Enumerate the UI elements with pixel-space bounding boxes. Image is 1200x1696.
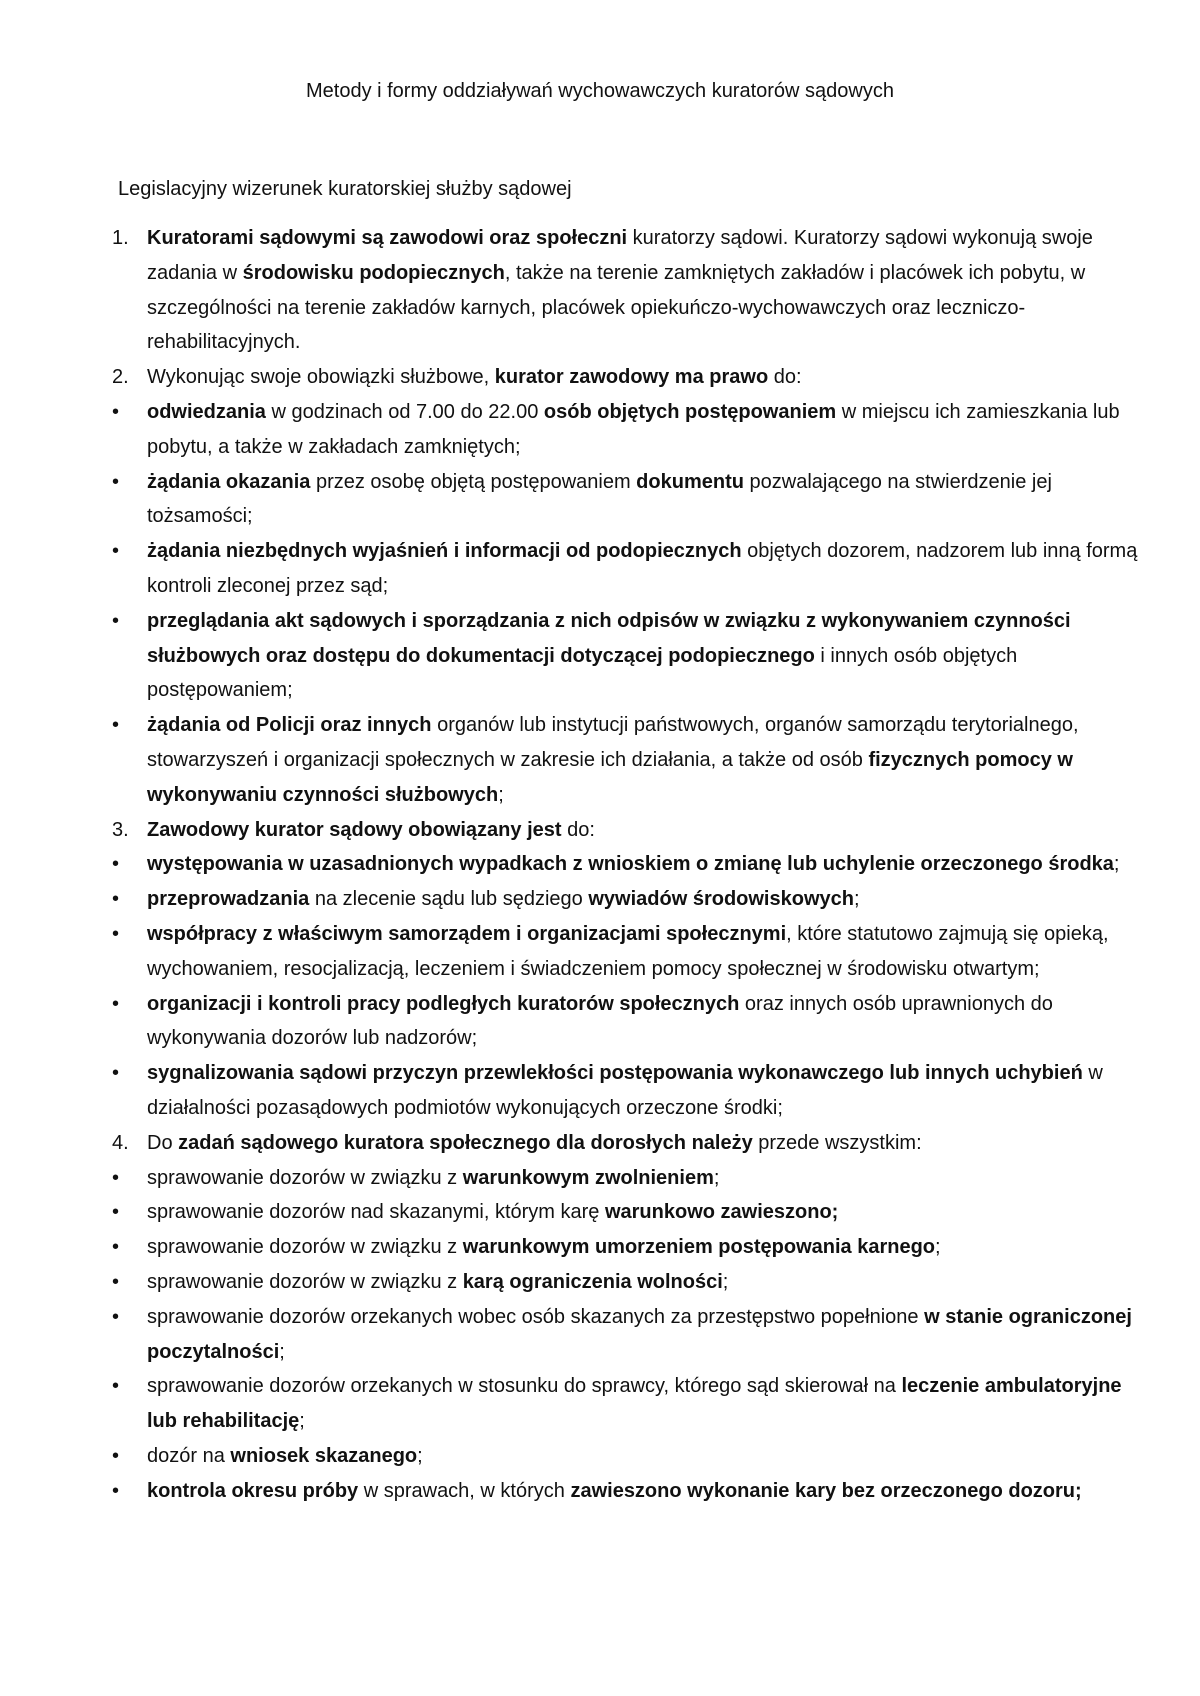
bullet-list-item (0, 1439, 1200, 1474)
list-item-text (147, 853, 1119, 875)
bold-text: karą ograniczenia wolności (462, 1270, 723, 1293)
bold-text: fizycznych pomocy w wykonywaniu czynności służbowych (147, 748, 1073, 806)
text-run: Wykonując swoje obowiązki służbowe, (147, 366, 495, 389)
document-content (0, 221, 1200, 1508)
list-item-text (147, 1271, 728, 1293)
list-item-text (147, 1236, 941, 1258)
text-run: organów lub instytucji państwowych, organów samorządu terytorialnego, stowarzyszeń i organizacji społecznych w zakresie ich działania, a także od osób (147, 714, 1079, 771)
bold-text: leczenie ambulatoryjne lub rehabilitację (147, 1375, 1122, 1433)
bold-text: przeprowadzania (147, 888, 310, 911)
text-run: , które statutowo zajmują się opieką, wychowaniem, resocjalizacją, leczeniem i świadczeniem pomocy społecznej w środowisku otwartym; (147, 922, 1109, 980)
list-item-text (147, 888, 860, 910)
bold-text: żądania od Policji oraz innych (147, 714, 432, 737)
list-item-text (147, 923, 1109, 980)
text-run: do: (561, 818, 595, 841)
bold-text: sygnalizowania sądowi przyczyn przewlekłości postępowania wykonawczego lub innych uchybień (147, 1062, 1083, 1085)
text-run: kuratorzy sądowi. Kuratorzy sądowi wykonują swoje zadania w (147, 227, 1093, 284)
bullet-list-item (0, 1369, 1200, 1439)
text-run: na zlecenie sądu lub sędziego (309, 888, 589, 911)
bullet-marker: • (112, 1270, 120, 1293)
bold-text: odwiedzania (147, 400, 266, 423)
bold-text: w stanie ograniczonej poczytalności (147, 1305, 1132, 1363)
bold-text: kurator zawodowy ma prawo (494, 366, 769, 389)
bullet-list-item (0, 847, 1200, 882)
text-run: Do (147, 1131, 179, 1154)
list-number: 1. (112, 227, 129, 249)
text-run: ; (935, 1236, 941, 1259)
section-heading: Legislacyjny wizerunek kuratorskiej służby sądowej (118, 178, 572, 200)
text-run: ; (713, 1166, 720, 1189)
list-item-text (147, 1480, 1082, 1502)
bullet-list-item (0, 1230, 1200, 1265)
text-run: i innych osób objętych postępowaniem; (147, 644, 1018, 702)
text-run: w działalności pozasądowych podmiotów wykonujących orzeczone środki; (147, 1062, 1103, 1119)
bullet-list-item (0, 987, 1200, 1057)
bullet-list-item (0, 708, 1200, 812)
bold-text: Zawodowy kurator sądowy obowiązany jest (147, 818, 562, 841)
bold-text: dokumentu (636, 470, 744, 493)
bullet-marker: • (112, 400, 120, 423)
list-item-text (147, 1306, 1132, 1363)
text-run: objętych dozorem, nadzorem lub inną formą kontroli zleconej przez sąd; (147, 540, 1138, 597)
bold-text: osób objętych postępowaniem (543, 400, 837, 423)
text-run: sprawowanie dozorów orzekanych w stosunku do sprawcy, którego sąd skierował na (147, 1375, 902, 1398)
numbered-list-item (0, 1126, 1200, 1161)
numbered-list-item (0, 360, 1200, 395)
bullet-list-item (0, 1195, 1200, 1230)
text-run: przede wszystkim: (752, 1131, 922, 1154)
text-run: ; (498, 783, 504, 806)
bullet-list-item (0, 1265, 1200, 1300)
text-run: ; (417, 1444, 423, 1467)
list-item-text (147, 1062, 1103, 1119)
bullet-marker: • (112, 1375, 120, 1398)
text-run: sprawowanie dozorów w związku z (147, 1270, 463, 1293)
bold-text: żądania okazania (147, 470, 311, 493)
text-run: , także na terenie zamkniętych zakładów i placówek ich pobytu, w szczególności na terenie zakładów karnych, placówek opiekuńczo-wychowawczych oraz leczniczo-rehabilitacyjnych. (147, 261, 1086, 354)
bullet-marker: • (112, 1444, 120, 1467)
list-item-text (147, 1445, 423, 1467)
bullet-marker: • (112, 922, 120, 945)
bullet-marker: • (112, 609, 120, 632)
text-run: w miejscu ich zamieszkania lub pobytu, a także w zakładach zamkniętych; (147, 400, 1120, 458)
bold-text: wniosek skazanego (230, 1444, 418, 1467)
bullet-list-item (0, 1474, 1200, 1509)
bullet-list-item (0, 395, 1200, 465)
bullet-list-item (0, 534, 1200, 604)
text-run: ; (299, 1410, 305, 1433)
bullet-list-item (0, 1161, 1200, 1196)
bold-text: zadań sądowego kuratora społecznego dla dorosłych należy (178, 1131, 753, 1154)
text-run: przez osobę objętą postępowaniem (310, 470, 637, 493)
bullet-list-item (0, 917, 1200, 987)
bold-text: Kuratorami sądowymi są zawodowi oraz społeczni (147, 227, 628, 249)
bullet-marker: • (112, 1305, 120, 1328)
bullet-list-item (0, 604, 1200, 708)
bullet-marker: • (112, 1062, 120, 1085)
bold-text: warunkowym zwolnieniem (462, 1166, 714, 1189)
bullet-marker: • (112, 540, 120, 563)
text-run: sprawowanie dozorów w związku z (147, 1236, 463, 1259)
bullet-list-item (0, 1056, 1200, 1126)
list-item-text (147, 1375, 1122, 1432)
bullet-marker: • (112, 1479, 120, 1502)
list-item-text (147, 366, 802, 388)
bullet-marker: • (112, 1236, 120, 1259)
bullet-list-item (0, 465, 1200, 535)
bullet-marker: • (112, 992, 120, 1015)
list-number: 2. (112, 366, 129, 389)
list-number: 4. (112, 1131, 129, 1154)
list-item-text (147, 993, 1053, 1050)
bold-text: współpracy z właściwym samorządem i organizacjami społecznymi (147, 922, 787, 945)
bold-text: wywiadów środowiskowych (588, 888, 854, 911)
list-item-text (147, 227, 1093, 353)
text-run: ; (853, 888, 860, 911)
bullet-marker: • (112, 714, 120, 737)
bold-text: warunkowym umorzeniem postępowania karnego (462, 1236, 936, 1259)
bold-text: przeglądania akt sądowych i sporządzania z nich odpisów w związku z wykonywaniem czynności służbowych oraz dostępu do dokumentacji dotyczącej podopiecznego (147, 609, 1071, 667)
bullet-marker: • (112, 470, 120, 493)
list-item-text (147, 401, 1120, 458)
text-run: do: (768, 366, 802, 389)
list-item-text (147, 610, 1071, 702)
list-number: 3. (112, 818, 129, 841)
text-run: sprawowanie dozorów w związku z (147, 1166, 463, 1189)
bold-text: warunkowo zawieszono; (604, 1201, 839, 1224)
list-item-text (147, 1167, 719, 1189)
list-item-text (147, 471, 1052, 528)
bold-text: środowisku podopiecznych (242, 261, 505, 284)
bullet-marker: • (112, 1201, 120, 1224)
text-run: dozór na (147, 1444, 231, 1467)
list-item-text (147, 1132, 922, 1154)
text-run: ; (279, 1340, 285, 1363)
bullet-marker: • (112, 1166, 120, 1189)
text-run: ; (1113, 853, 1120, 876)
text-run: w godzinach od 7.00 do 22.00 (265, 400, 544, 423)
list-item-text (147, 540, 1137, 597)
bullet-list-item (0, 882, 1200, 917)
bullet-marker: • (112, 853, 120, 876)
bold-text: żądania niezbędnych wyjaśnień i informacji od podopiecznych (147, 540, 742, 563)
bullet-marker: • (112, 888, 120, 911)
bold-text: występowania w uzasadnionych wypadkach z wnioskiem o zmianę lub uchylenie orzeczonego środka (147, 853, 1114, 876)
text-run: sprawowanie dozorów orzekanych wobec osób skazanych za przestępstwo popełnione (147, 1305, 925, 1328)
text-run: w sprawach, w których (358, 1479, 571, 1502)
bold-text: organizacji i kontroli pracy podległych kuratorów społecznych (147, 992, 740, 1015)
list-item-text (147, 1201, 838, 1223)
numbered-list-item (0, 813, 1200, 848)
bullet-list-item (0, 1300, 1200, 1370)
list-item-text (147, 819, 595, 841)
numbered-list-item (0, 221, 1200, 360)
text-run: oraz innych osób uprawnionych do wykonywania dozorów lub nadzorów; (147, 992, 1053, 1050)
text-run: ; (722, 1270, 729, 1293)
list-item-text (147, 714, 1079, 806)
text-run: pozwalającego na stwierdzenie jej tożsamości; (147, 470, 1052, 528)
bold-text: zawieszono wykonanie kary bez orzeczonego dozoru; (570, 1479, 1082, 1502)
document-title: Metody i formy oddziaływań wychowawczych kuratorów sądowych (305, 80, 894, 102)
text-run: sprawowanie dozorów nad skazanymi, którym karę (147, 1201, 605, 1224)
bold-text: kontrola okresu próby (147, 1479, 359, 1502)
